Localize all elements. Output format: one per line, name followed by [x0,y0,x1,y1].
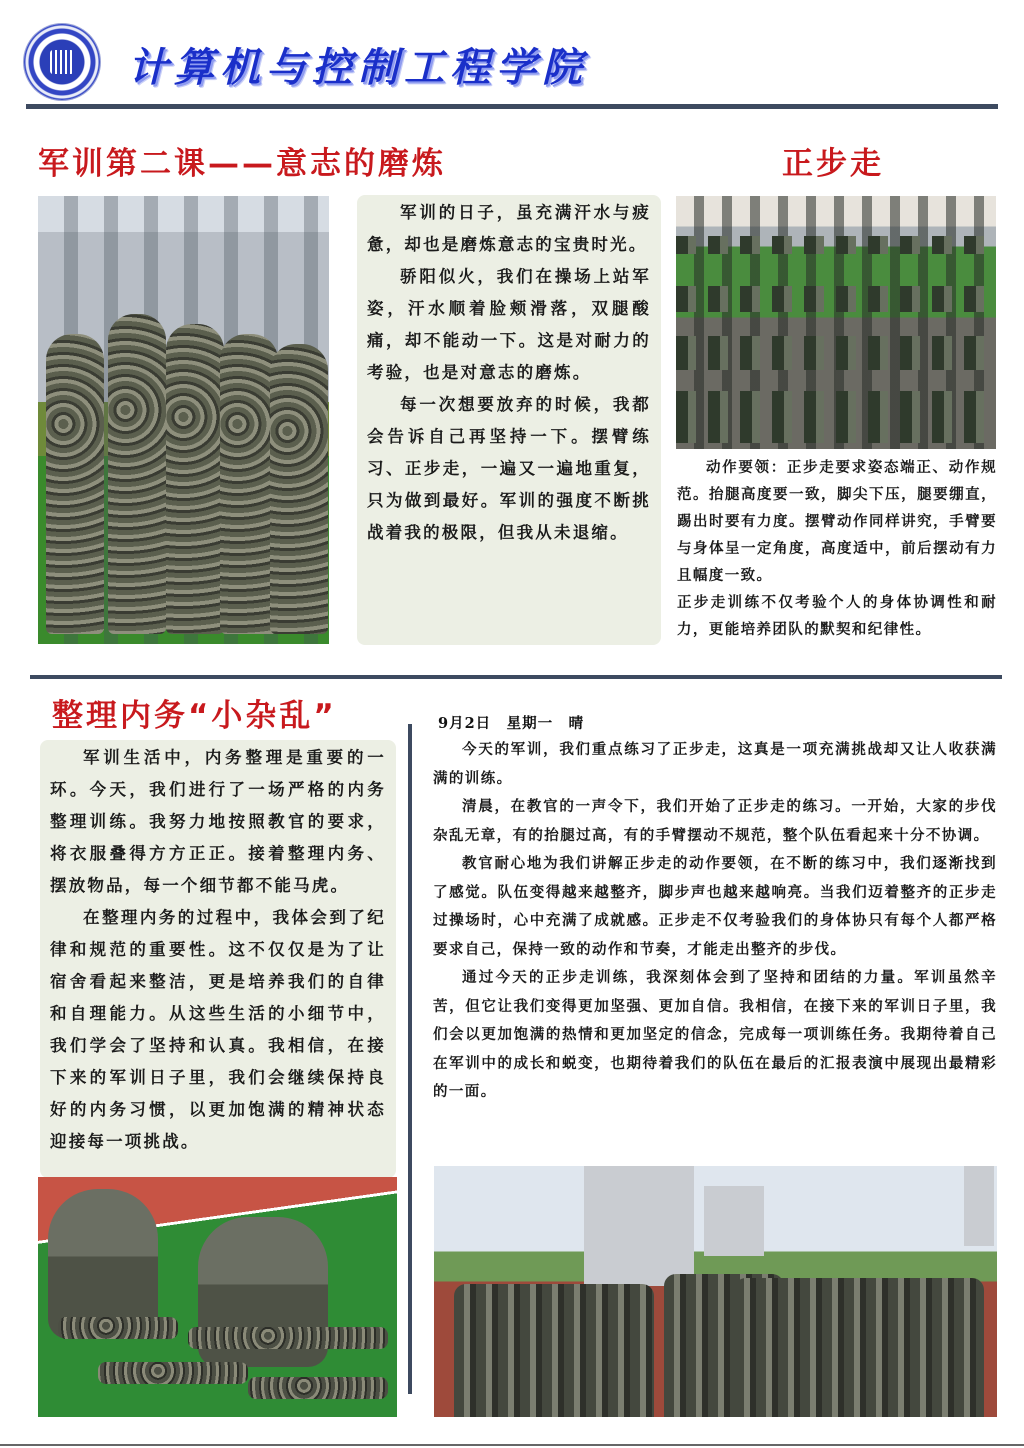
section-2-closing: 正步走训练不仅考验个人的身体协调性和耐力，更能培养团队的默契和纪律性。 [677,594,997,638]
page-bottom-border [0,1444,1024,1446]
section-3-textbox [40,740,396,1178]
diary-body [433,736,997,1107]
section-2-paragraph: 动作要领：正步走要求姿态端正、动作规范。抬腿高度要一致，脚尖下压，腿要绷直，踢出时要有力度。摆臂动作同样讲究，手臂要与身体呈一定角度，高度适中，前后摆动有力且幅度一致。 [677,459,997,584]
diary-paragraph: 教官耐心地为我们讲解正步走的动作要领，在不断的练习中，我们逐渐找到了感觉。队伍变得越来越整齐，脚步声也越来越响亮。当我们迈着整齐的正步走过操场时，心中充满了成就感。正步走不仅考验我们的身体协只有每个人都严格要求自己，保持一致的动作和节奏，才能走出整齐的步伐。 [433,855,997,958]
section-1-paragraph: 每一次想要放弃的时候，我都会告诉自己再坚持一下。摆臂练习、正步走，一遍又一遍地重复，只为做到最好。军训的强度不断挑战着我的极限，但我从未退缩。 [367,395,651,542]
diary-paragraph: 清晨，在教官的一声令下，我们开始了正步走的练习。一开始，大家的步伐杂乱无章，有的抬腿过高，有的手臂摆动不规范，整个队伍看起来十分不协调。 [433,798,997,844]
section-3-paragraph: 军训生活中，内务整理是重要的一环。今天，我们进行了一场严格的内务整理训练。我努力地按照教官的要求，将衣服叠得方方正正。接着整理内务、摆放物品，每一个细节都不能马虎。 [50,748,386,895]
section-3-title: 整理内务“小杂乱” [52,698,337,734]
diary-paragraph: 通过今天的正步走训练，我深刻体会到了坚持和团结的力量。军训虽然辛苦，但它让我们变得更加坚强、更加自信。我相信，在接下来的军训日子里，我们会以更加饱满的热情和更加坚定的信念，完成每一项训练任务。我期待着自己在军训中的成长和蜕变，也期待着我们的队伍在最后的汇报表演中展现出最精彩的一面。 [433,969,997,1100]
diary-date: 9月2日 星期一 晴 [438,715,585,732]
photo-folding-clothes [38,1177,397,1417]
college-name: 计算机与控制工程学院 [128,45,588,91]
logo-emblem-icon [50,50,74,74]
section-1-textbox [357,195,661,645]
section-2-title: 正步走 [782,146,884,182]
photo-standing-soldiers [38,196,329,644]
photo-parade-march [434,1166,997,1417]
section-1-title: 军训第二课——意志的磨炼 [38,146,446,182]
photo-marching-formation [676,196,996,449]
diary-paragraph: 今天的军训，我们重点练习了正步走，这真是一项充满挑战却又让人收获满满的训练。 [433,741,997,787]
section-1-paragraph: 骄阳似火，我们在操场上站军姿，汗水顺着脸颊滑落，双腿酸痛，却不能动一下。这是对耐力的考验，也是对意志的磨炼。 [367,267,651,382]
section-1-paragraph: 军训的日子，虽充满汗水与疲惫，却也是磨炼意志的宝贵时光。 [367,203,651,254]
column-divider [408,724,412,1394]
section-2-text [677,454,997,643]
section-3-paragraph: 在整理内务的过程中，我体会到了纪律和规范的重要性。这不仅仅是为了让宿舍看起来整洁，更是培养我们的自律和自理能力。从这些生活的小细节中，我们学会了坚持和认真。我相信，在接下来的军训日子里，我们会继续保持良好的内务习惯，以更加饱满的精神状态迎接每一项挑战。 [50,908,386,1151]
section-divider [30,675,1002,679]
header-divider [26,104,998,109]
